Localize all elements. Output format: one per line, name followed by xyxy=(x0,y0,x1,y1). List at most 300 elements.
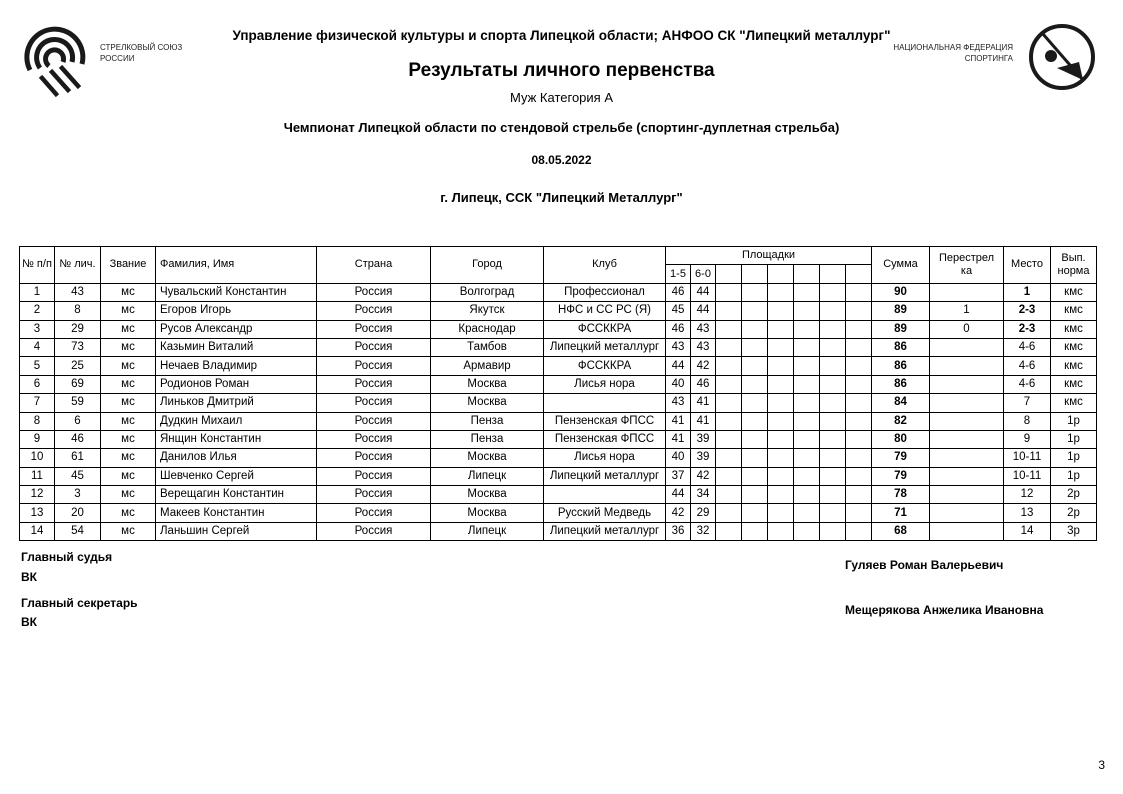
category: Муж Категория А xyxy=(510,90,613,105)
city: Якутск xyxy=(431,302,544,320)
table-row xyxy=(20,394,1097,412)
country: Россия xyxy=(317,504,431,522)
row-number: 4 xyxy=(20,338,55,356)
club: Липецкий металлург xyxy=(544,467,666,485)
results-table xyxy=(19,246,1097,541)
country: Россия xyxy=(317,449,431,467)
city: Москва xyxy=(431,375,544,393)
shootoff xyxy=(930,504,1004,522)
area-empty xyxy=(742,504,768,522)
shootoff xyxy=(930,412,1004,430)
area-empty xyxy=(768,504,794,522)
country: Россия xyxy=(317,522,431,540)
sum: 71 xyxy=(872,504,930,522)
area-empty xyxy=(846,302,872,320)
place: 4-6 xyxy=(1004,338,1051,356)
club xyxy=(544,394,666,412)
sum: 79 xyxy=(872,467,930,485)
place: 7 xyxy=(1004,394,1051,412)
area-empty xyxy=(768,412,794,430)
table-row xyxy=(20,430,1097,448)
col-area-empty xyxy=(768,265,794,283)
license-number: 25 xyxy=(55,357,101,375)
col-city: Город xyxy=(431,247,544,284)
shootoff xyxy=(930,357,1004,375)
city: Москва xyxy=(431,504,544,522)
rank: мс xyxy=(101,375,156,393)
area-empty xyxy=(846,486,872,504)
license-number: 69 xyxy=(55,375,101,393)
club: Пензенская ФПСС xyxy=(544,412,666,430)
area-empty xyxy=(742,449,768,467)
place: 10-11 xyxy=(1004,449,1051,467)
rank: мс xyxy=(101,486,156,504)
area-empty xyxy=(794,449,820,467)
city: Пенза xyxy=(431,430,544,448)
license-number: 8 xyxy=(55,302,101,320)
country: Россия xyxy=(317,283,431,301)
area-1-score: 40 xyxy=(666,375,691,393)
sum: 86 xyxy=(872,338,930,356)
area-1-score: 41 xyxy=(666,412,691,430)
norm: кмс xyxy=(1051,338,1097,356)
rank: мс xyxy=(101,302,156,320)
area-1-score: 46 xyxy=(666,283,691,301)
shootoff xyxy=(930,338,1004,356)
place: 4-6 xyxy=(1004,375,1051,393)
page-number: 3 xyxy=(1098,758,1105,772)
city: Волгоград xyxy=(431,283,544,301)
country: Россия xyxy=(317,394,431,412)
place: 2-3 xyxy=(1004,302,1051,320)
area-empty xyxy=(768,357,794,375)
license-number: 20 xyxy=(55,504,101,522)
area-2-score: 32 xyxy=(691,522,716,540)
area-empty xyxy=(820,467,846,485)
area-empty xyxy=(716,486,742,504)
event-date: 08.05.2022 xyxy=(531,153,592,167)
shootoff xyxy=(930,486,1004,504)
rank: мс xyxy=(101,430,156,448)
sum: 80 xyxy=(872,430,930,448)
area-2-score: 39 xyxy=(691,449,716,467)
area-empty xyxy=(794,283,820,301)
area-empty xyxy=(820,504,846,522)
col-area-1: 1-5 xyxy=(666,265,691,283)
area-empty xyxy=(820,357,846,375)
area-empty xyxy=(846,375,872,393)
place: 13 xyxy=(1004,504,1051,522)
area-empty xyxy=(820,522,846,540)
place: 14 xyxy=(1004,522,1051,540)
club: ФСCККРА xyxy=(544,320,666,338)
area-empty xyxy=(716,504,742,522)
city: Краснодар xyxy=(431,320,544,338)
area-2-score: 43 xyxy=(691,320,716,338)
athlete-name: Макеев Константин xyxy=(156,504,317,522)
shootoff: 1 xyxy=(930,302,1004,320)
athlete-name: Шевченко Сергей xyxy=(156,467,317,485)
city: Тамбов xyxy=(431,338,544,356)
country: Россия xyxy=(317,412,431,430)
area-empty xyxy=(716,338,742,356)
sum: 86 xyxy=(872,357,930,375)
license-number: 29 xyxy=(55,320,101,338)
club: ФСCККРА xyxy=(544,357,666,375)
sum: 84 xyxy=(872,394,930,412)
judge-label: Главный судья xyxy=(21,550,113,564)
city: Армавир xyxy=(431,357,544,375)
city: Москва xyxy=(431,394,544,412)
area-empty xyxy=(768,486,794,504)
area-empty xyxy=(742,283,768,301)
sum: 89 xyxy=(872,320,930,338)
row-number: 13 xyxy=(20,504,55,522)
license-number: 73 xyxy=(55,338,101,356)
city: Москва xyxy=(431,486,544,504)
norm: 1р xyxy=(1051,430,1097,448)
athlete-name: Янщин Константин xyxy=(156,430,317,448)
area-empty xyxy=(716,320,742,338)
row-number: 1 xyxy=(20,283,55,301)
license-number: 54 xyxy=(55,522,101,540)
place: 1 xyxy=(1004,283,1051,301)
norm: 2р xyxy=(1051,504,1097,522)
athlete-name: Егоров Игорь xyxy=(156,302,317,320)
place: 10-11 xyxy=(1004,467,1051,485)
club: Русский Медведь xyxy=(544,504,666,522)
area-empty xyxy=(716,283,742,301)
area-empty xyxy=(768,467,794,485)
org-left-name: СТРЕЛКОВЫЙ СОЮЗ РОССИИ xyxy=(100,43,183,63)
rank: мс xyxy=(101,357,156,375)
area-empty xyxy=(820,320,846,338)
club: Лисья нора xyxy=(544,375,666,393)
country: Россия xyxy=(317,430,431,448)
place: 8 xyxy=(1004,412,1051,430)
col-country: Страна xyxy=(317,247,431,284)
license-number: 43 xyxy=(55,283,101,301)
col-area-empty xyxy=(716,265,742,283)
club: Липецкий металлург xyxy=(544,338,666,356)
area-empty xyxy=(768,394,794,412)
area-empty xyxy=(820,375,846,393)
athlete-name: Линьков Дмитрий xyxy=(156,394,317,412)
table-header-row xyxy=(20,247,1097,265)
area-empty xyxy=(794,357,820,375)
area-empty xyxy=(742,357,768,375)
area-2-score: 41 xyxy=(691,394,716,412)
country: Россия xyxy=(317,486,431,504)
rank: мс xyxy=(101,412,156,430)
area-empty xyxy=(742,486,768,504)
area-empty xyxy=(742,467,768,485)
norm: кмс xyxy=(1051,375,1097,393)
rank: мс xyxy=(101,522,156,540)
area-1-score: 36 xyxy=(666,522,691,540)
area-empty xyxy=(768,320,794,338)
col-place: Место xyxy=(1004,247,1051,284)
area-empty xyxy=(742,338,768,356)
area-empty xyxy=(846,394,872,412)
area-empty xyxy=(742,412,768,430)
shootoff xyxy=(930,430,1004,448)
area-empty xyxy=(742,320,768,338)
rank: мс xyxy=(101,338,156,356)
area-empty xyxy=(846,467,872,485)
secretary-name: Мещерякова Анжелика Ивановна xyxy=(845,603,1044,617)
row-number: 9 xyxy=(20,430,55,448)
championship-title: Чемпионат Липецкой области по стендовой стрельбе (спортинг-дуплетная стрельба) xyxy=(283,120,840,135)
area-empty xyxy=(820,430,846,448)
area-empty xyxy=(716,302,742,320)
area-empty xyxy=(846,522,872,540)
area-empty xyxy=(846,412,872,430)
country: Россия xyxy=(317,375,431,393)
table-row xyxy=(20,504,1097,522)
area-empty xyxy=(820,302,846,320)
license-number: 45 xyxy=(55,467,101,485)
norm: 3р xyxy=(1051,522,1097,540)
area-1-score: 41 xyxy=(666,430,691,448)
area-2-score: 46 xyxy=(691,375,716,393)
page-title: Результаты личного первенства xyxy=(408,60,715,81)
table-row xyxy=(20,302,1097,320)
area-empty xyxy=(846,338,872,356)
rank: мс xyxy=(101,449,156,467)
area-1-score: 42 xyxy=(666,504,691,522)
license-number: 59 xyxy=(55,394,101,412)
area-empty xyxy=(716,412,742,430)
table-row xyxy=(20,412,1097,430)
table-row xyxy=(20,375,1097,393)
row-number: 12 xyxy=(20,486,55,504)
norm: кмс xyxy=(1051,283,1097,301)
sum: 68 xyxy=(872,522,930,540)
row-number: 10 xyxy=(20,449,55,467)
area-empty xyxy=(768,302,794,320)
shootoff xyxy=(930,283,1004,301)
table-row xyxy=(20,467,1097,485)
place: 2-3 xyxy=(1004,320,1051,338)
area-empty xyxy=(846,283,872,301)
sum: 78 xyxy=(872,486,930,504)
place: 9 xyxy=(1004,430,1051,448)
table-row xyxy=(20,320,1097,338)
athlete-name: Верещагин Константин xyxy=(156,486,317,504)
club: НФС и СС РС (Я) xyxy=(544,302,666,320)
area-empty xyxy=(742,394,768,412)
row-number: 6 xyxy=(20,375,55,393)
secretary-label: Главный секретарь xyxy=(21,596,138,610)
row-number: 2 xyxy=(20,302,55,320)
table-row xyxy=(20,449,1097,467)
row-number: 5 xyxy=(20,357,55,375)
shootoff: 0 xyxy=(930,320,1004,338)
area-empty xyxy=(716,430,742,448)
area-1-score: 43 xyxy=(666,394,691,412)
organizer-line: Управление физической культуры и спорта Липецкой области; АНФОО СК "Липецкий металлург" xyxy=(232,28,891,43)
area-empty xyxy=(794,522,820,540)
area-empty xyxy=(768,449,794,467)
area-1-score: 46 xyxy=(666,320,691,338)
col-area-2: 6-0 xyxy=(691,265,716,283)
area-empty xyxy=(742,522,768,540)
club xyxy=(544,486,666,504)
shootoff xyxy=(930,394,1004,412)
shootoff xyxy=(930,375,1004,393)
norm: кмс xyxy=(1051,394,1097,412)
area-empty xyxy=(768,430,794,448)
area-empty xyxy=(846,504,872,522)
table-row xyxy=(20,357,1097,375)
norm: кмс xyxy=(1051,320,1097,338)
area-empty xyxy=(820,394,846,412)
area-empty xyxy=(716,467,742,485)
area-empty xyxy=(716,522,742,540)
area-1-score: 44 xyxy=(666,486,691,504)
area-empty xyxy=(768,522,794,540)
area-empty xyxy=(716,394,742,412)
org-right-name: НАЦИОНАЛЬНАЯ ФЕДЕРАЦИЯ СПОРТИНГА xyxy=(893,43,1013,63)
col-sum: Сумма xyxy=(872,247,930,284)
secretary-grade: ВК xyxy=(21,615,37,629)
area-empty xyxy=(820,283,846,301)
area-empty xyxy=(820,486,846,504)
col-area-empty xyxy=(742,265,768,283)
license-number: 61 xyxy=(55,449,101,467)
table-row xyxy=(20,283,1097,301)
col-name: Фамилия, Имя xyxy=(156,247,317,284)
shootoff xyxy=(930,467,1004,485)
area-1-score: 45 xyxy=(666,302,691,320)
athlete-name: Нечаев Владимир xyxy=(156,357,317,375)
area-empty xyxy=(794,486,820,504)
norm: кмс xyxy=(1051,302,1097,320)
shootoff xyxy=(930,449,1004,467)
area-empty xyxy=(820,412,846,430)
row-number: 14 xyxy=(20,522,55,540)
norm: 1р xyxy=(1051,467,1097,485)
area-empty xyxy=(794,394,820,412)
col-area-empty xyxy=(820,265,846,283)
club: Липецкий металлург xyxy=(544,522,666,540)
norm: кмс xyxy=(1051,357,1097,375)
area-1-score: 43 xyxy=(666,338,691,356)
license-number: 46 xyxy=(55,430,101,448)
row-number: 8 xyxy=(20,412,55,430)
area-2-score: 34 xyxy=(691,486,716,504)
athlete-name: Родионов Роман xyxy=(156,375,317,393)
area-2-score: 42 xyxy=(691,467,716,485)
row-number: 3 xyxy=(20,320,55,338)
col-area-empty xyxy=(794,265,820,283)
area-2-score: 29 xyxy=(691,504,716,522)
area-empty xyxy=(768,375,794,393)
col-np: № п/п xyxy=(20,247,55,284)
area-empty xyxy=(794,302,820,320)
area-empty xyxy=(768,338,794,356)
athlete-name: Дудкин Михаил xyxy=(156,412,317,430)
athlete-name: Казьмин Виталий xyxy=(156,338,317,356)
sum: 79 xyxy=(872,449,930,467)
area-empty xyxy=(794,375,820,393)
club: Пензенская ФПСС xyxy=(544,430,666,448)
row-number: 7 xyxy=(20,394,55,412)
area-empty xyxy=(742,302,768,320)
country: Россия xyxy=(317,338,431,356)
athlete-name: Русов Александр xyxy=(156,320,317,338)
sum: 90 xyxy=(872,283,930,301)
city: Липецк xyxy=(431,467,544,485)
area-empty xyxy=(742,430,768,448)
rank: мс xyxy=(101,320,156,338)
area-2-score: 41 xyxy=(691,412,716,430)
area-empty xyxy=(794,467,820,485)
area-empty xyxy=(846,430,872,448)
norm: 1р xyxy=(1051,412,1097,430)
club: Лисья нора xyxy=(544,449,666,467)
area-1-score: 37 xyxy=(666,467,691,485)
area-empty xyxy=(768,283,794,301)
rank: мс xyxy=(101,504,156,522)
area-empty xyxy=(716,449,742,467)
area-empty xyxy=(794,412,820,430)
area-2-score: 44 xyxy=(691,283,716,301)
row-number: 11 xyxy=(20,467,55,485)
rank: мс xyxy=(101,394,156,412)
shootoff xyxy=(930,522,1004,540)
place: 12 xyxy=(1004,486,1051,504)
col-area-empty xyxy=(846,265,872,283)
norm: 1р xyxy=(1051,449,1097,467)
license-number: 6 xyxy=(55,412,101,430)
area-empty xyxy=(820,338,846,356)
area-1-score: 40 xyxy=(666,449,691,467)
country: Россия xyxy=(317,467,431,485)
area-empty xyxy=(716,357,742,375)
area-empty xyxy=(742,375,768,393)
athlete-name: Чувальский Константин xyxy=(156,283,317,301)
city: Пенза xyxy=(431,412,544,430)
area-empty xyxy=(846,320,872,338)
rank: мс xyxy=(101,283,156,301)
athlete-name: Данилов Илья xyxy=(156,449,317,467)
area-empty xyxy=(794,504,820,522)
area-2-score: 43 xyxy=(691,338,716,356)
table-row xyxy=(20,522,1097,540)
col-norm: Вып. норма xyxy=(1051,247,1097,284)
area-empty xyxy=(846,357,872,375)
area-2-score: 42 xyxy=(691,357,716,375)
area-empty xyxy=(716,375,742,393)
sum: 89 xyxy=(872,302,930,320)
country: Россия xyxy=(317,320,431,338)
col-areas: Площадки xyxy=(666,247,872,265)
place: 4-6 xyxy=(1004,357,1051,375)
event-location: г. Липецк, ССК "Липецкий Металлург" xyxy=(440,190,683,205)
area-empty xyxy=(846,449,872,467)
area-empty xyxy=(794,338,820,356)
country: Россия xyxy=(317,302,431,320)
area-empty xyxy=(820,449,846,467)
area-2-score: 39 xyxy=(691,430,716,448)
col-club: Клуб xyxy=(544,247,666,284)
area-empty xyxy=(794,320,820,338)
club: Профессионал xyxy=(544,283,666,301)
judge-name: Гуляев Роман Валерьевич xyxy=(845,558,1004,572)
col-shootoff: Перестрел ка xyxy=(930,247,1004,284)
